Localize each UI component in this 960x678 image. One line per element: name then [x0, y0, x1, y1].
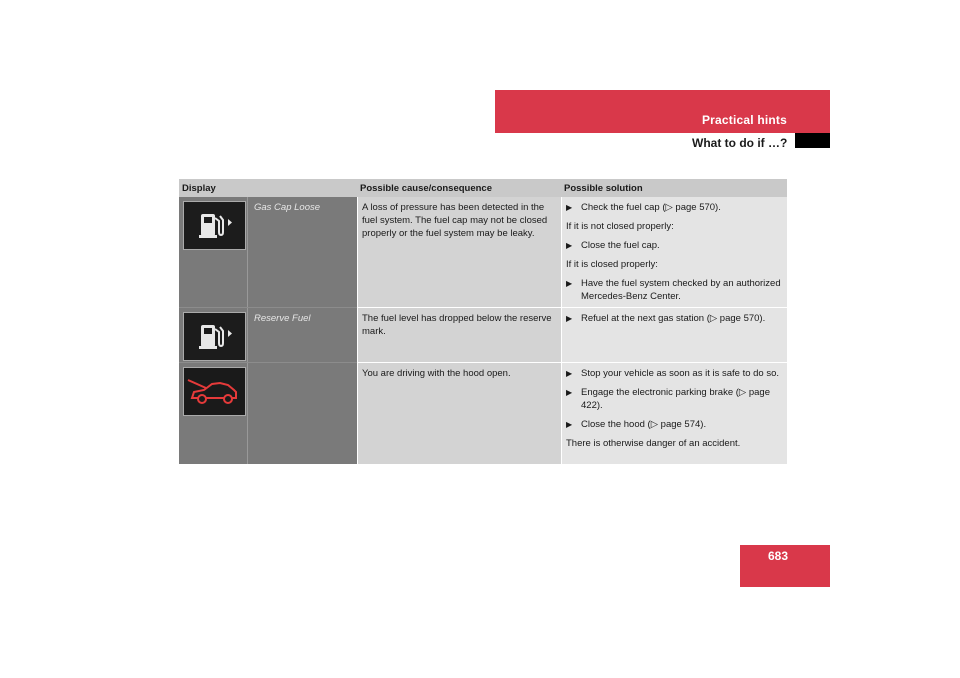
- fuel-pump-icon: [183, 312, 246, 361]
- solution-step: ▶ Close the hood (▷ page 574).: [566, 419, 707, 430]
- header-band: [495, 90, 830, 133]
- bullet-arrow-icon: ▶: [566, 314, 573, 323]
- solution-step: ▶ Have the fuel system checked by an authorized Mercedes-Benz Center.: [566, 278, 781, 302]
- column-header-solution: Possible solution: [564, 183, 643, 194]
- table-row: [179, 197, 787, 307]
- page-number: 683: [767, 549, 788, 563]
- bullet-arrow-icon: ▶: [566, 241, 573, 250]
- column-header-cause: Possible cause/consequence: [360, 183, 493, 194]
- display-cell: [179, 362, 357, 464]
- solution-note: If it is closed properly:: [566, 259, 658, 270]
- cause-text: You are driving with the hood open.: [362, 368, 511, 379]
- display-message: Gas Cap Loose: [254, 202, 321, 213]
- hood-open-icon: [183, 367, 246, 416]
- solution-step: ▶ Engage the electronic parking brake (▷ page 422).: [566, 387, 770, 411]
- display-divider: [247, 197, 248, 307]
- subsection-title: What to do if …?: [692, 136, 788, 150]
- solution-step: ▶ Refuel at the next gas station (▷ page 570).: [566, 313, 766, 324]
- section-title: Practical hints: [701, 113, 787, 127]
- cause-text: A loss of pressure has been detected in the fuel system. The fuel cap may not be closed properly or the fuel system may be leaky.: [362, 202, 548, 239]
- display-message: Reserve Fuel: [254, 313, 311, 324]
- bullet-arrow-icon: ▶: [566, 388, 573, 397]
- display-divider: [247, 363, 248, 464]
- warning-table: [179, 179, 787, 464]
- solution-cell: [561, 197, 787, 307]
- bullet-arrow-icon: ▶: [566, 420, 573, 429]
- solution-note: There is otherwise danger of an accident.: [566, 438, 741, 449]
- cause-text: The fuel level has dropped below the reserve mark.: [362, 313, 552, 337]
- cause-cell: [357, 362, 561, 464]
- solution-cell: [561, 307, 787, 362]
- cause-cell: [357, 307, 561, 362]
- fuel-pump-icon: [183, 201, 246, 250]
- solution-note: If it is not closed properly:: [566, 221, 674, 232]
- solution-step: ▶ Check the fuel cap (▷ page 570).: [566, 202, 721, 213]
- solution-step: ▶ Close the fuel cap.: [566, 240, 660, 251]
- display-cell: [179, 307, 357, 362]
- bullet-arrow-icon: ▶: [566, 369, 573, 378]
- bullet-arrow-icon: ▶: [566, 279, 573, 288]
- page-number-block: [740, 545, 830, 587]
- bullet-arrow-icon: ▶: [566, 203, 573, 212]
- display-divider: [247, 308, 248, 362]
- table-row: [179, 307, 787, 362]
- cause-cell: [357, 197, 561, 307]
- table-row: [179, 362, 787, 464]
- table-header: [179, 179, 787, 197]
- column-header-display: Display: [182, 183, 216, 194]
- section-tab-marker: [795, 133, 830, 148]
- solution-cell: [561, 362, 787, 464]
- solution-step: ▶ Stop your vehicle as soon as it is safe to do so.: [566, 368, 780, 379]
- display-cell: [179, 197, 357, 307]
